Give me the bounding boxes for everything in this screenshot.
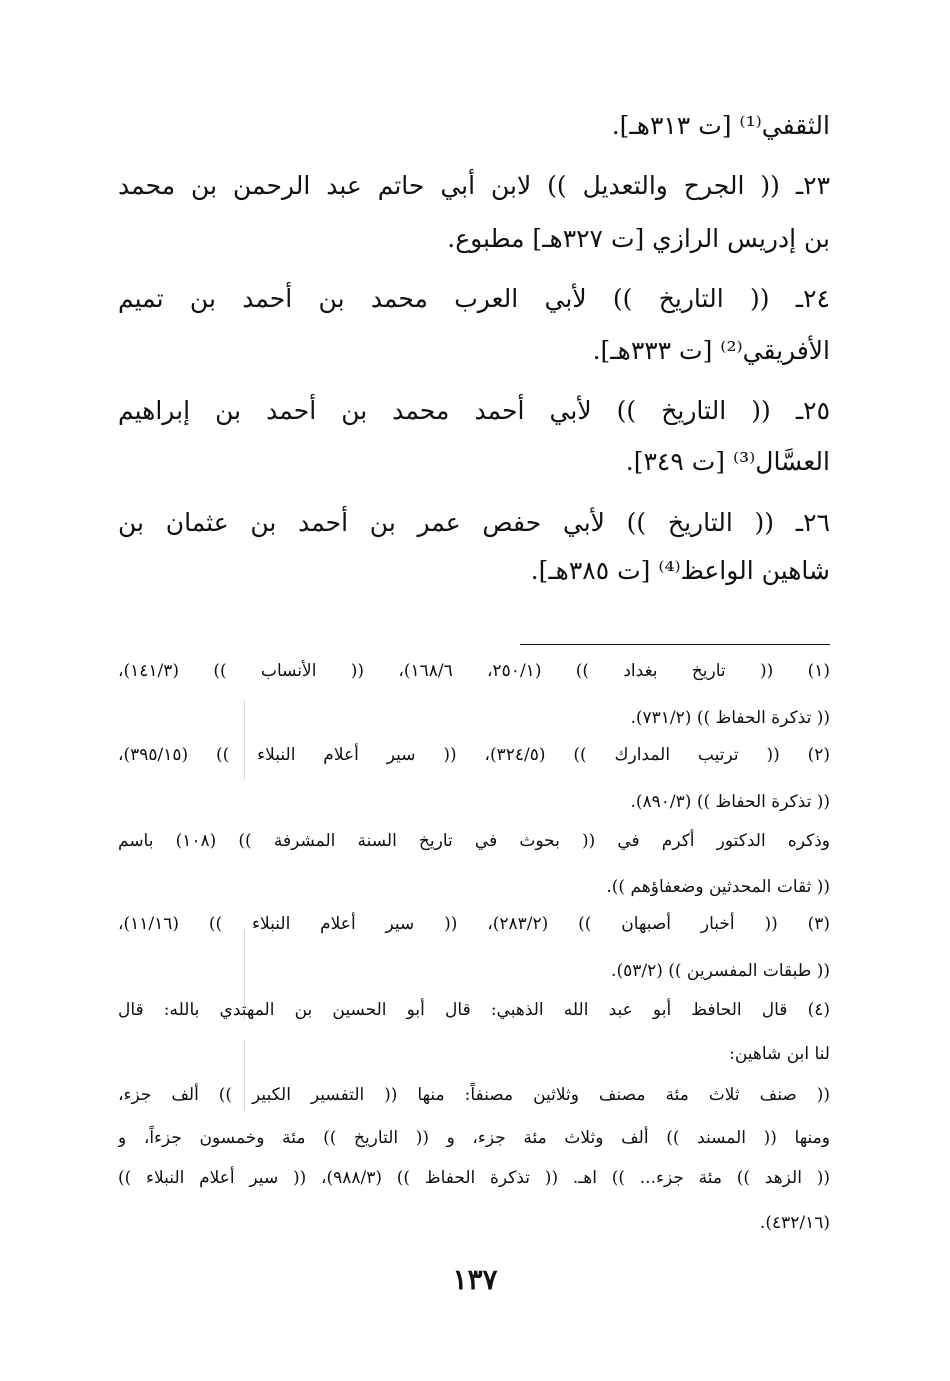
- page-number: ١٣٧: [452, 1263, 498, 1296]
- footnote-line-10: لنا ابن شاهين:: [729, 1044, 830, 1064]
- main-text-line-8: ٢٦ـ (( التاريخ )) لأبي حفص عمر بن أحمد بن عثمان بن: [118, 508, 830, 537]
- main-text-line-3: بن إدريس الرازي [ت ٣٢٧هـ] مطبوع.: [447, 224, 830, 253]
- footnote-line-1: (١) (( تاريخ بغداد )) (٢٥٠/١، ١٦٨/٦)، (( الأنساب )) (١٤١/٣)،: [118, 661, 830, 681]
- main-text-line-5: الأفريقي⁽²⁾ [ت ٣٣٣هـ].: [592, 336, 830, 365]
- footnote-line-4: (( تذكرة الحفاظ )) (٨٩٠/٣).: [630, 792, 830, 812]
- footnote-line-7: (٣) (( أخبار أصبهان )) (٢٨٣/٢)، (( سير أعلام النبلاء )) (١١/١٦)،: [118, 914, 830, 934]
- main-text-line-6: ٢٥ـ (( التاريخ )) لأبي أحمد محمد بن أحمد بن إبراهيم: [118, 396, 830, 425]
- main-text-line-2: ٢٣ـ (( الجرح والتعديل )) لابن أبي حاتم عبد الرحمن بن محمد: [118, 171, 830, 200]
- footnote-line-14: (٤٣٢/١٦).: [759, 1213, 830, 1233]
- footnote-line-5: وذكره الدكتور أكرم في (( بحوث في تاريخ السنة المشرفة )) (١٠٨) باسم: [118, 831, 830, 851]
- footnote-separator: [520, 644, 830, 645]
- footnote-line-2: (( تذكرة الحفاظ )) (٧٣١/٢).: [630, 708, 830, 728]
- footnote-line-9: (٤) قال الحافظ أبو عبد الله الذهبي: قال أبو الحسين بن المهتدي بالله: قال: [118, 1000, 830, 1020]
- main-text-line-4: ٢٤ـ (( التاريخ )) لأبي العرب محمد بن أحمد بن تميم: [118, 284, 830, 313]
- main-text-line-1: الثقفي⁽¹⁾ [ت ٣١٣هـ].: [611, 111, 830, 140]
- main-text-line-9: شاهين الواعظ⁽⁴⁾ [ت ٣٨٥هـ].: [530, 556, 830, 585]
- main-text-line-7: العسَّال⁽³⁾ [ت ٣٤٩].: [625, 447, 830, 476]
- footnote-line-13: (( الزهد )) مئة جزء... )) اهـ. (( تذكرة الحفاظ )) (٩٨٨/٣)، (( سير أعلام النبلاء )): [118, 1168, 830, 1188]
- footnote-line-8: (( طبقات المفسرين )) (٥٣/٢).: [611, 961, 830, 981]
- footnote-line-6: (( ثقات المحدثين وضعفاؤهم )).: [606, 877, 830, 897]
- footnote-line-3: (٢) (( ترتيب المدارك )) (٣٢٤/٥)، (( سير أعلام النبلاء )) (٣٩٥/١٥)،: [118, 745, 830, 765]
- footnote-line-11: (( صنف ثلاث مئة مصنف وثلاثين مصنفاً: منها (( التفسير الكبير )) ألف جزء،: [118, 1085, 830, 1105]
- footnote-line-12: ومنها (( المسند )) ألف وثلاث مئة جزء، و (( التاريخ )) مئة وخمسون جزءاً، و: [118, 1128, 830, 1148]
